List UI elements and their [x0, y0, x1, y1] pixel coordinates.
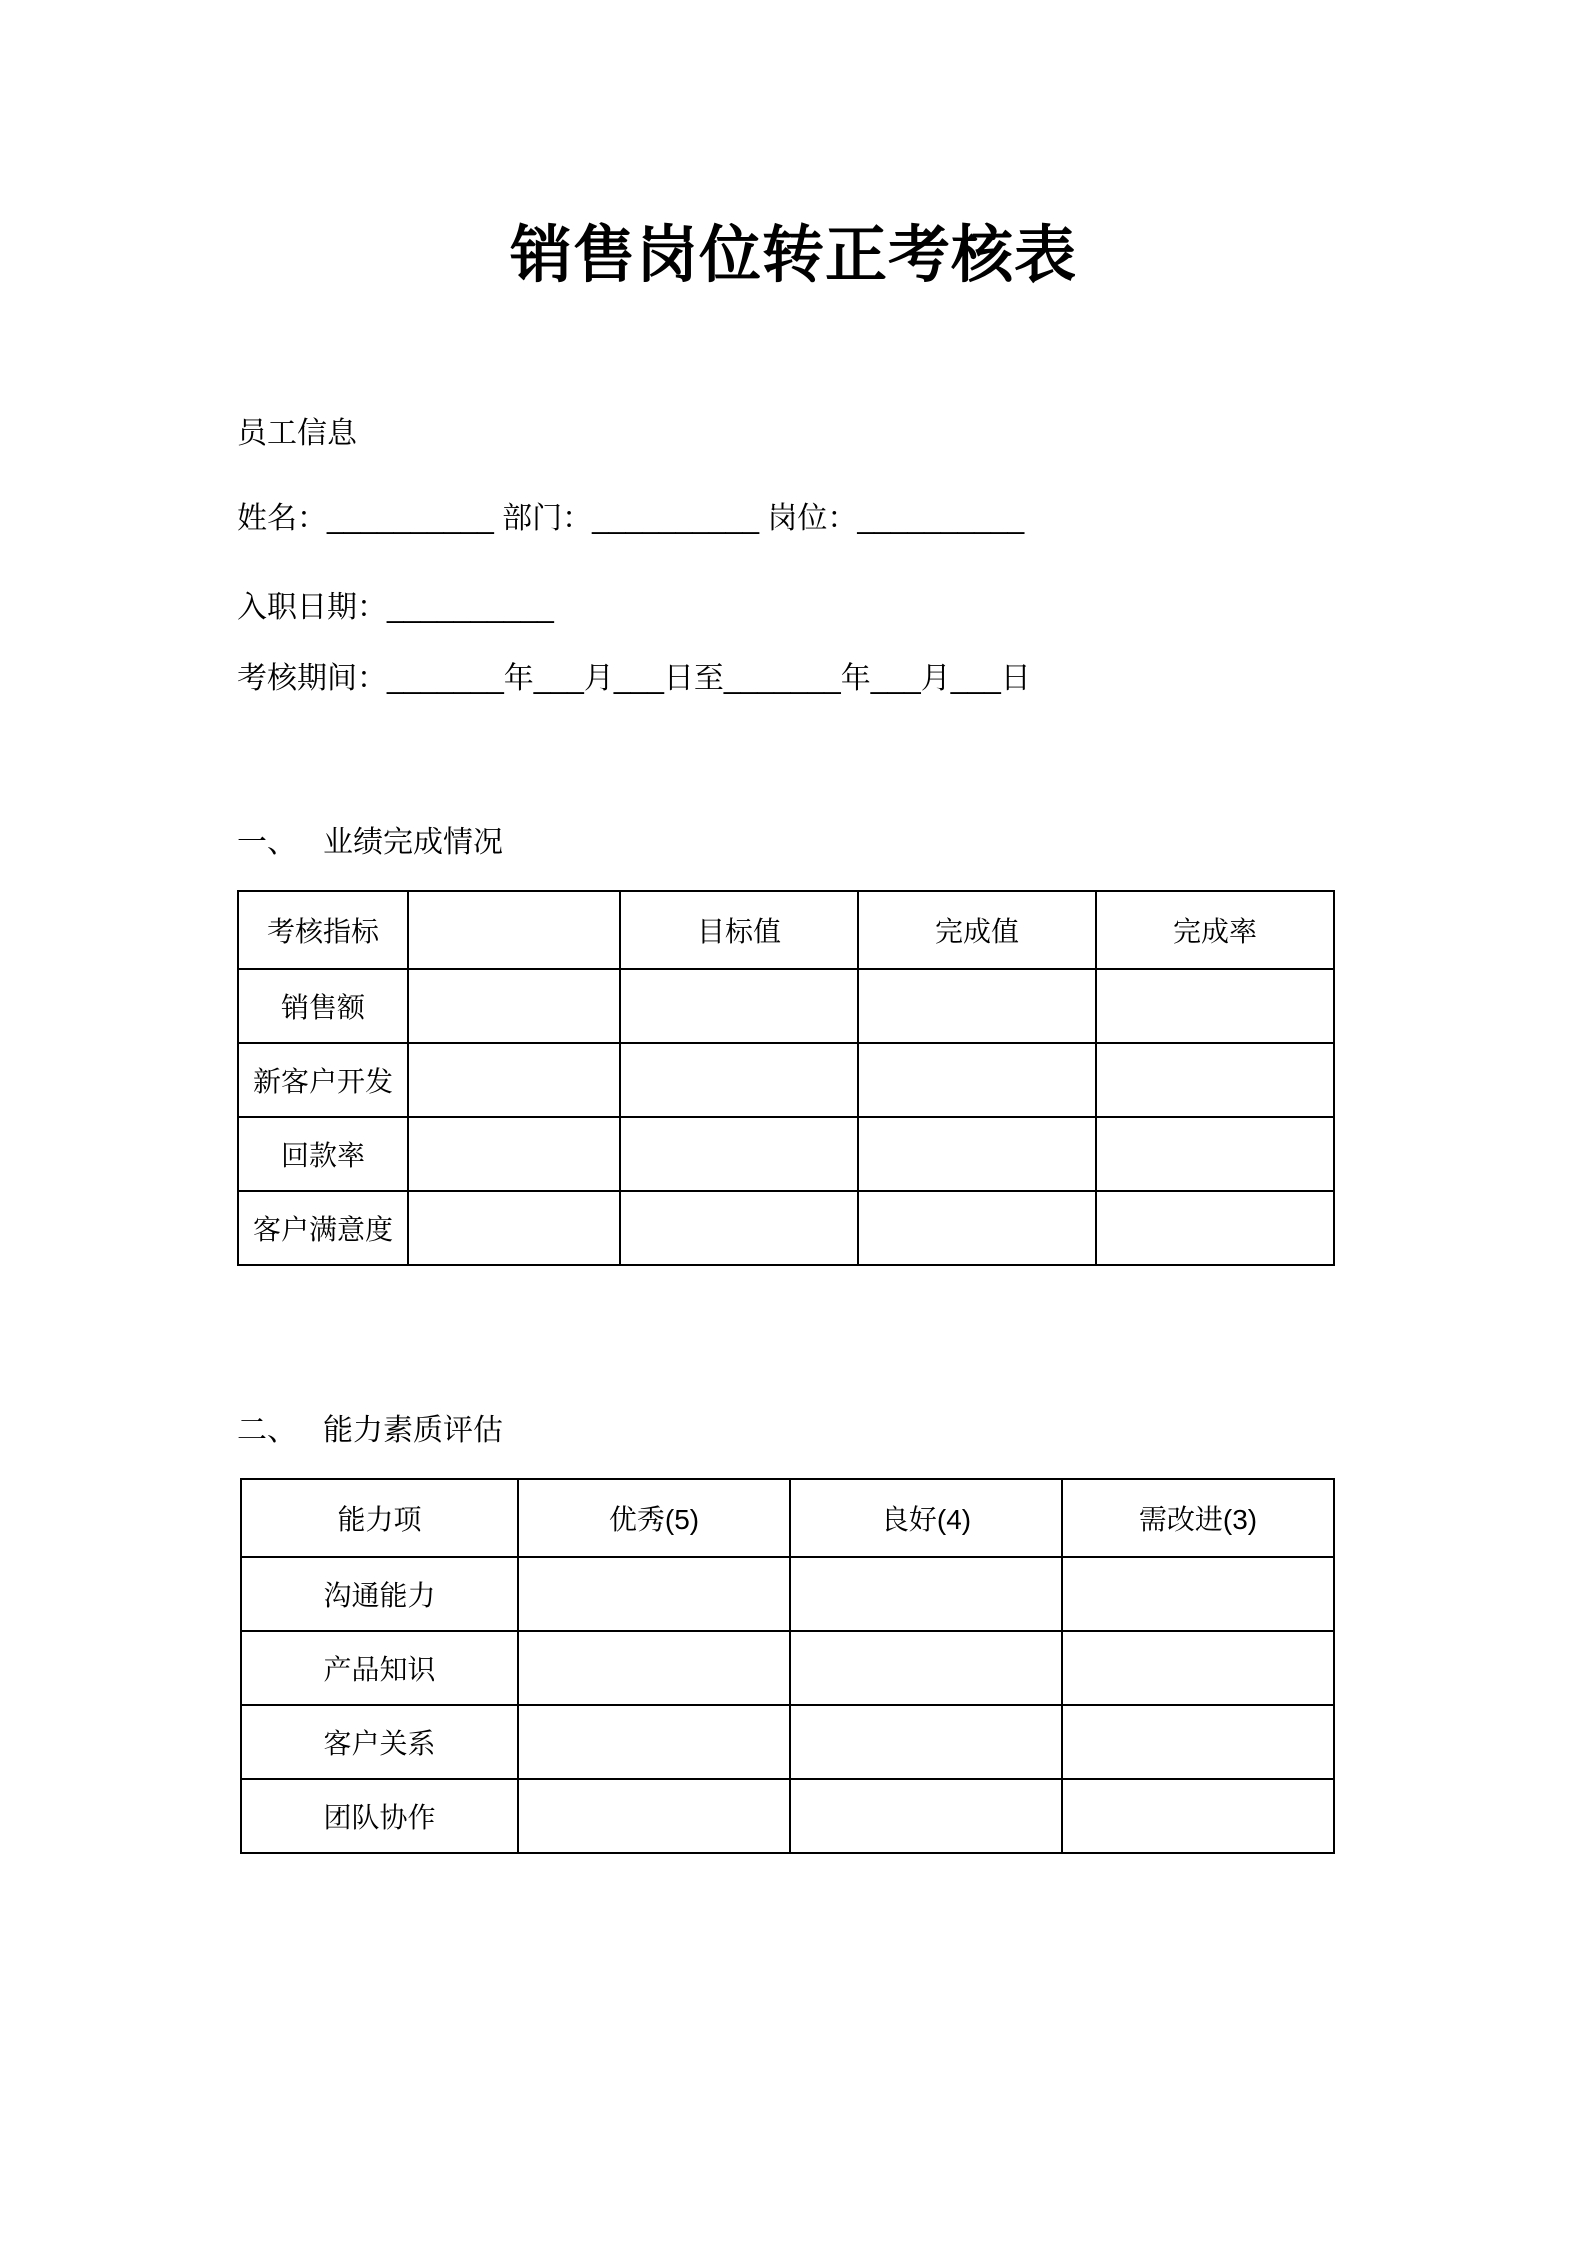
- column-header-rate: 完成率: [1096, 891, 1334, 969]
- cell-collection-rate-actual[interactable]: [858, 1117, 1096, 1191]
- employee-info-line-review-period: 考核期间：_______年___月___日至_______年___月___日: [237, 662, 1031, 695]
- row-label-collection-rate: 回款率: [238, 1117, 408, 1191]
- cell-sales-amount-actual[interactable]: [858, 969, 1096, 1043]
- cell-collection-rate-target[interactable]: [620, 1117, 858, 1191]
- table-header-row: [241, 1479, 1334, 1557]
- cell-new-customer-blank[interactable]: [408, 1043, 620, 1117]
- table-row: [241, 1631, 1334, 1705]
- table-header-row: [238, 891, 1334, 969]
- cell-customer-satisfaction-blank[interactable]: [408, 1191, 620, 1265]
- cell-teamwork-good[interactable]: [790, 1779, 1062, 1853]
- cell-sales-amount-blank[interactable]: [408, 969, 620, 1043]
- section-heading-performance: [237, 824, 503, 862]
- cell-sales-amount-rate[interactable]: [1096, 969, 1334, 1043]
- cell-product-knowledge-good[interactable]: [790, 1631, 1062, 1705]
- cell-sales-amount-target[interactable]: [620, 969, 858, 1043]
- table-row: [238, 1043, 1334, 1117]
- table-row: [238, 969, 1334, 1043]
- table-row: [241, 1705, 1334, 1779]
- employee-info-line-hire-date: 入职日期：__________: [237, 591, 554, 624]
- column-header-good: 良好(4): [790, 1479, 1062, 1557]
- cell-new-customer-actual[interactable]: [858, 1043, 1096, 1117]
- section-title-competency: 能力素质评估: [323, 1414, 503, 1447]
- column-header-competency-item: 能力项: [241, 1479, 518, 1557]
- cell-product-knowledge-needs-improvement[interactable]: [1062, 1631, 1334, 1705]
- cell-teamwork-needs-improvement[interactable]: [1062, 1779, 1334, 1853]
- column-header-blank: [408, 891, 620, 969]
- employee-info-heading: 员工信息: [237, 417, 357, 450]
- row-label-teamwork: 团队协作: [241, 1779, 518, 1853]
- column-header-metric: 考核指标: [238, 891, 408, 969]
- cell-teamwork-excellent[interactable]: [518, 1779, 790, 1853]
- cell-communication-good[interactable]: [790, 1557, 1062, 1631]
- cell-communication-excellent[interactable]: [518, 1557, 790, 1631]
- table-row: [241, 1557, 1334, 1631]
- cell-customer-relationship-excellent[interactable]: [518, 1705, 790, 1779]
- row-label-new-customer-development: 新客户开发: [238, 1043, 408, 1117]
- column-header-needs-improvement: 需改进(3): [1062, 1479, 1334, 1557]
- competency-table: [240, 1478, 1335, 1854]
- cell-customer-satisfaction-target[interactable]: [620, 1191, 858, 1265]
- table-row: [238, 1117, 1334, 1191]
- table-row: [238, 1191, 1334, 1265]
- employee-info-line-name-department-position: 姓名：__________ 部门：__________ 岗位：__________: [237, 502, 1025, 535]
- cell-customer-relationship-needs-improvement[interactable]: [1062, 1705, 1334, 1779]
- cell-communication-needs-improvement[interactable]: [1062, 1557, 1334, 1631]
- cell-product-knowledge-excellent[interactable]: [518, 1631, 790, 1705]
- row-label-customer-relationship: 客户关系: [241, 1705, 518, 1779]
- section-title-performance: 业绩完成情况: [323, 826, 503, 859]
- column-header-excellent: 优秀(5): [518, 1479, 790, 1557]
- table-row: [241, 1779, 1334, 1853]
- section-heading-competency: [237, 1412, 503, 1450]
- cell-new-customer-rate[interactable]: [1096, 1043, 1334, 1117]
- row-label-sales-amount: 销售额: [238, 969, 408, 1043]
- page-title: 销售岗位转正考核表: [509, 221, 1077, 290]
- cell-collection-rate-blank[interactable]: [408, 1117, 620, 1191]
- column-header-target: 目标值: [620, 891, 858, 969]
- row-label-customer-satisfaction: 客户满意度: [238, 1191, 408, 1265]
- cell-new-customer-target[interactable]: [620, 1043, 858, 1117]
- row-label-product-knowledge: 产品知识: [241, 1631, 518, 1705]
- column-header-actual: 完成值: [858, 891, 1096, 969]
- section-number-two: 二、: [237, 1414, 297, 1447]
- performance-table: [237, 890, 1335, 1266]
- cell-customer-relationship-good[interactable]: [790, 1705, 1062, 1779]
- cell-customer-satisfaction-actual[interactable]: [858, 1191, 1096, 1265]
- cell-collection-rate-rate[interactable]: [1096, 1117, 1334, 1191]
- section-number-one: 一、: [237, 826, 297, 859]
- row-label-communication-skill: 沟通能力: [241, 1557, 518, 1631]
- cell-customer-satisfaction-rate[interactable]: [1096, 1191, 1334, 1265]
